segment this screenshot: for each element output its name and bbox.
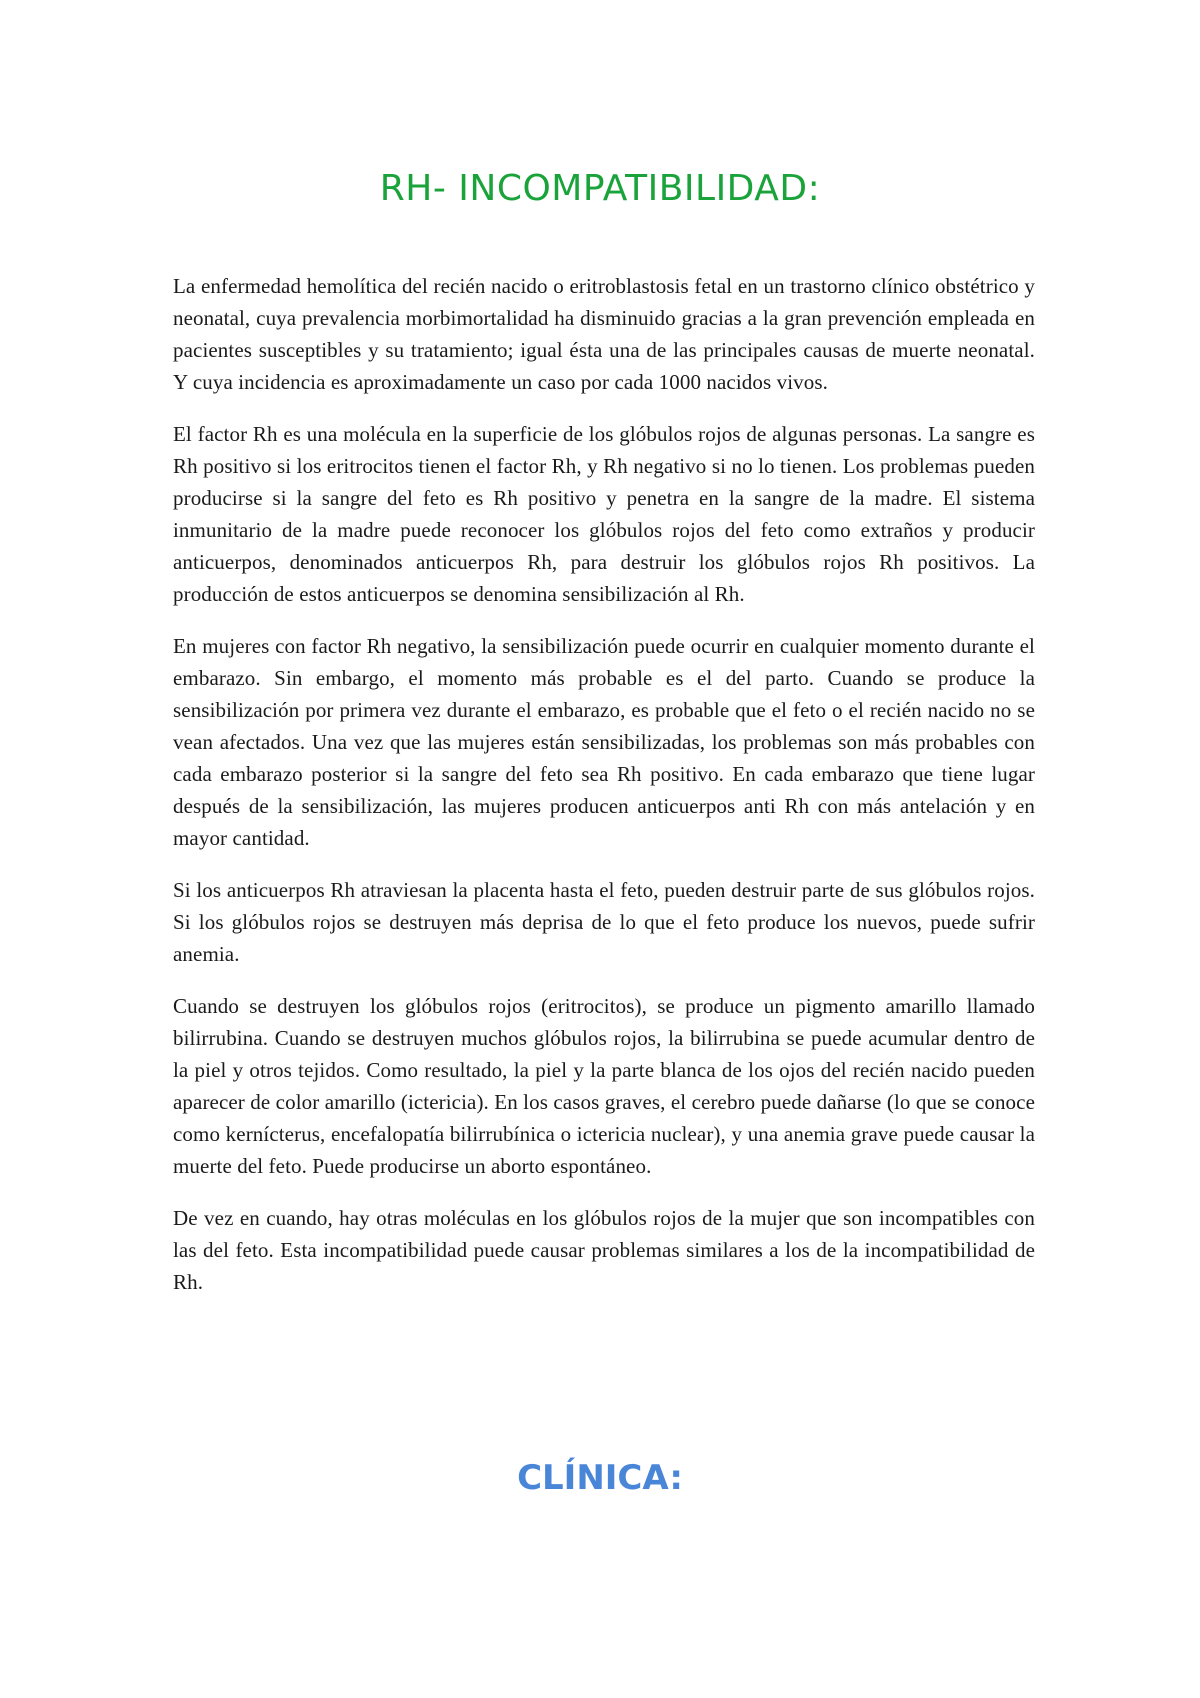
paragraph-anemia: Si los anticuerpos Rh atraviesan la placenta hasta el feto, pueden destruir parte de sus glóbulos rojos. Si los glóbulos rojos se destruyen más deprisa de lo que el feto produce los nuevos, puede sufrir anemia. xyxy=(173,878,1035,966)
paragraph-bilirrubina: Cuando se destruyen los glóbulos rojos (eritrocitos), se produce un pigmento amarillo llamado bilirrubina. Cuando se destruyen muchos glóbulos rojos, la bilirrubina se puede acumular dentro de la piel y otros tejidos. Como resultado, la piel y la parte blanca de los ojos del recién nacido pueden aparecer de color amarillo (ictericia). En los casos graves, el cerebro puede dañarse (lo que se conoce como kernícterus, encefalopatía bilirrubínica o ictericia nuclear), y una anemia grave puede causar la muerte del feto. Puede producirse un aborto espontáneo. xyxy=(173,994,1035,1178)
section-heading-clinica: CLÍNICA: xyxy=(517,1458,683,1498)
document-title: RH- INCOMPATIBILIDAD: xyxy=(379,168,821,209)
document-body xyxy=(173,270,1035,1318)
paragraph-introduccion: La enfermedad hemolítica del recién nacido o eritroblastosis fetal en un trastorno clínico obstétrico y neonatal, cuya prevalencia morbimortalidad ha disminuido gracias a la gran prevención empleada en pacientes susceptibles y su tratamiento; igual ésta una de las principales causas de muerte neonatal. Y cuya incidencia es aproximadamente un caso por cada 1000 nacidos vivos. xyxy=(173,274,1035,394)
paragraph-sensibilizacion: En mujeres con factor Rh negativo, la sensibilización puede ocurrir en cualquier momento durante el embarazo. Sin embargo, el momento más probable es el del parto. Cuando se produce la sensibilización por primera vez durante el embarazo, es probable que el feto o el recién nacido no se vean afectados. Una vez que las mujeres están sensibilizadas, los problemas son más probables con cada embarazo posterior si la sangre del feto sea Rh positivo. En cada embarazo que tiene lugar después de la sensibilización, las mujeres producen anticuerpos anti Rh con más antelación y en mayor cantidad. xyxy=(173,634,1035,850)
paragraph-otras-moleculas: De vez en cuando, hay otras moléculas en los glóbulos rojos de la mujer que son incompatibles con las del feto. Esta incompatibilidad puede causar problemas similares a los de la incompatibilidad de Rh. xyxy=(173,1206,1035,1294)
paragraph-factor-rh: El factor Rh es una molécula en la superficie de los glóbulos rojos de algunas personas. La sangre es Rh positivo si los eritrocitos tienen el factor Rh, y Rh negativo si no lo tienen. Los problemas pueden producirse si la sangre del feto es Rh positivo y penetra en la sangre de la madre. El sistema inmunitario de la madre puede reconocer los glóbulos rojos del feto como extraños y producir anticuerpos, denominados anticuerpos Rh, para destruir los glóbulos rojos Rh positivos. La producción de estos anticuerpos se denomina sensibilización al Rh. xyxy=(173,422,1035,606)
